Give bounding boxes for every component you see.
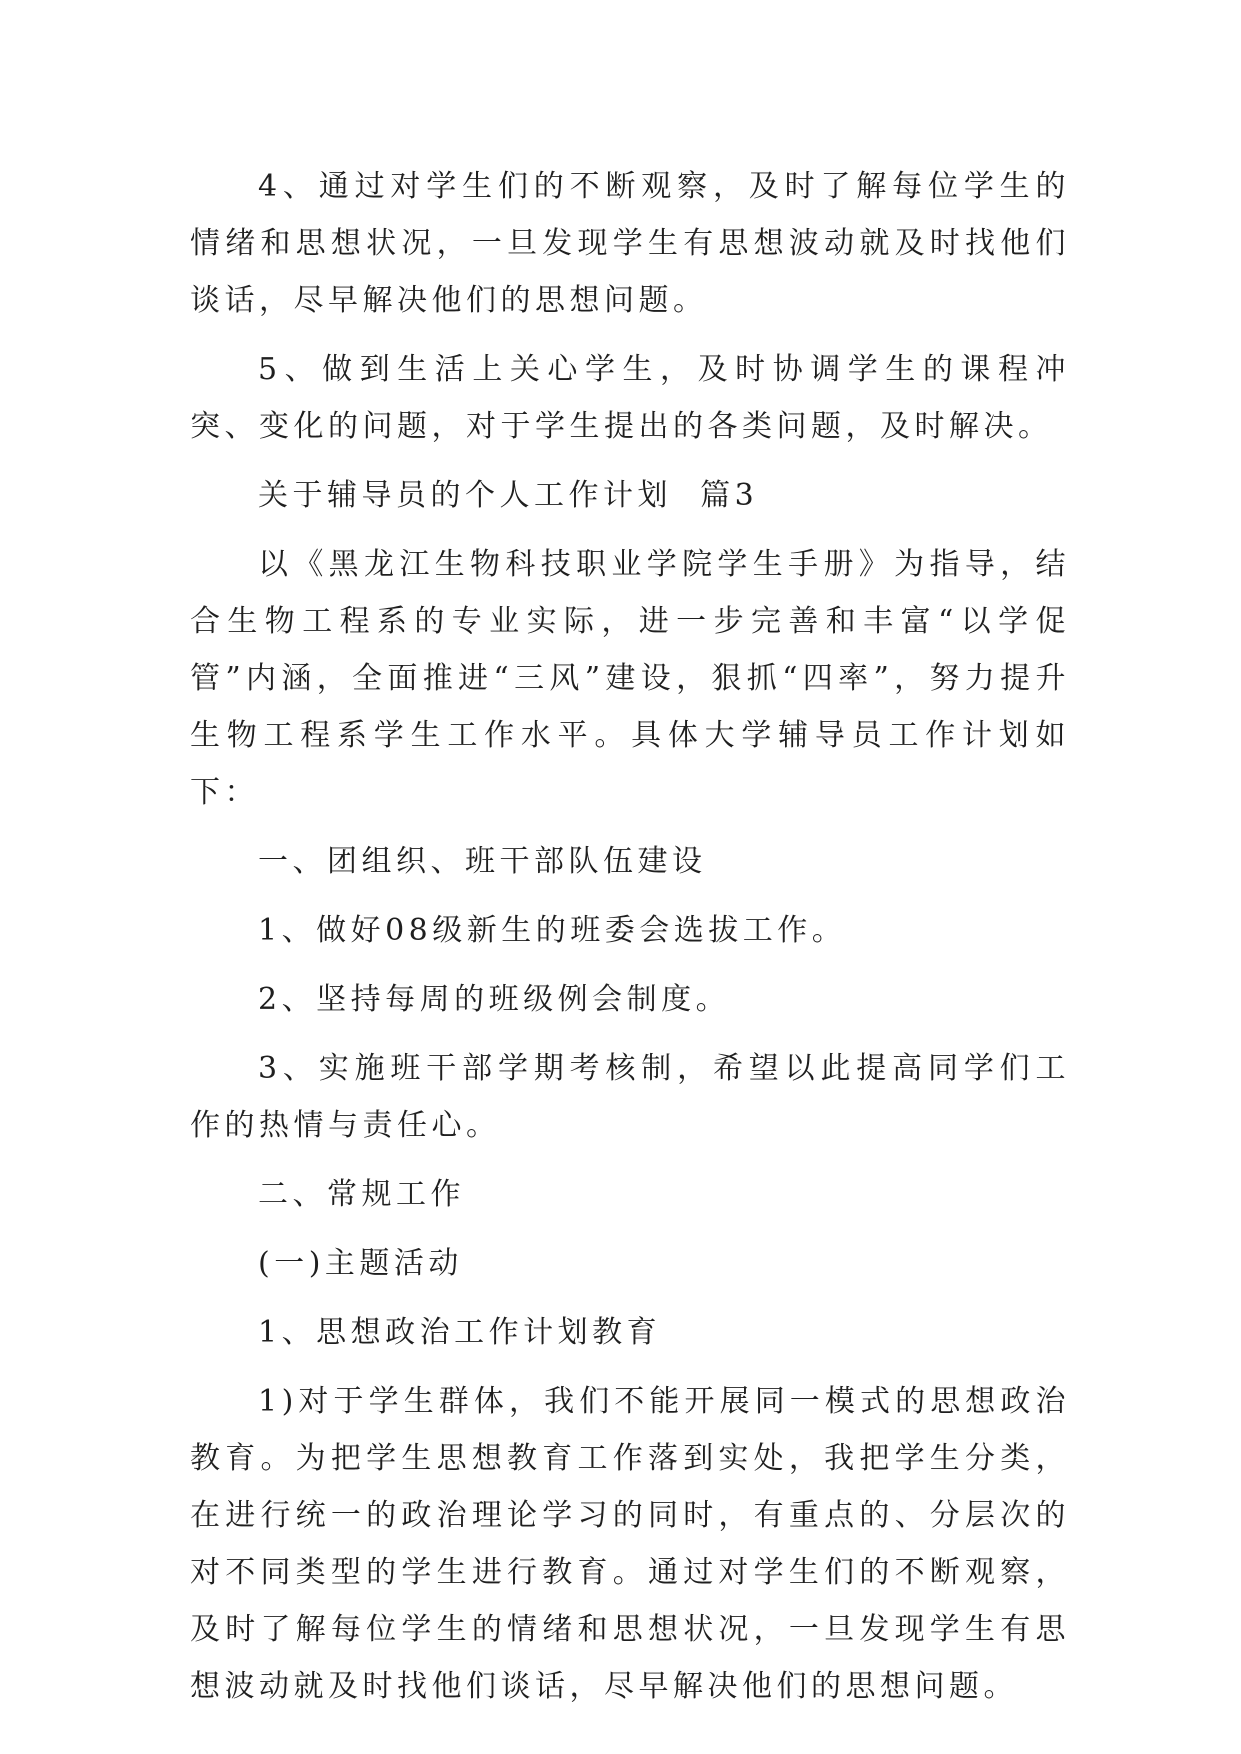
list-item: 2、坚持每周的班级例会制度。 (258, 982, 731, 1017)
document-body (190, 158, 1070, 1727)
intro-paragraph: 以《黑龙江生物科技职业学院学生手册》为指导，结合生物工程系的专业实际，进一步完善和丰富“以学促管”内涵，全面推进“三风”建设，狠抓“四率”，努力提升生物工程系学生工作水平。具体大学辅导员工作计划如下： (190, 547, 1070, 810)
subheading-theme-activities: (一)主题活动 (258, 1246, 463, 1281)
subheading-political-education: 1、思想政治工作计划教育 (258, 1315, 662, 1350)
subheading-routine-work: 二、常规工作 (258, 1177, 465, 1212)
paragraph-item-4: 4、通过对学生们的不断观察，及时了解每位学生的情绪和思想状况，一旦发现学生有思想波动就及时找他们谈话，尽早解决他们的思想问题。 (190, 169, 1070, 318)
section-heading: 关于辅导员的个人工作计划 篇3 (258, 478, 759, 513)
subheading-team-building: 一、团组织、班干部队伍建设 (258, 844, 707, 879)
list-item: 3、实施班干部学期考核制，希望以此提高同学们工作的热情与责任心。 (190, 1051, 1070, 1143)
paragraph-item-5: 5、做到生活上关心学生，及时协调学生的课程冲突、变化的问题，对于学生提出的各类问题，及时解决。 (190, 352, 1070, 444)
body-paragraph: 1)对于学生群体，我们不能开展同一模式的思想政治教育。为把学生思想教育工作落到实处，我把学生分类，在进行统一的政治理论学习的同时，有重点的、分层次的对不同类型的学生进行教育。通过对学生们的不断观察，及时了解每位学生的情绪和思想状况，一旦发现学生有思想波动就及时找他们谈话，尽早解决他们的思想问题。 (190, 1384, 1070, 1704)
list-item: 1、做好08级新生的班委会选拔工作。 (258, 913, 847, 948)
